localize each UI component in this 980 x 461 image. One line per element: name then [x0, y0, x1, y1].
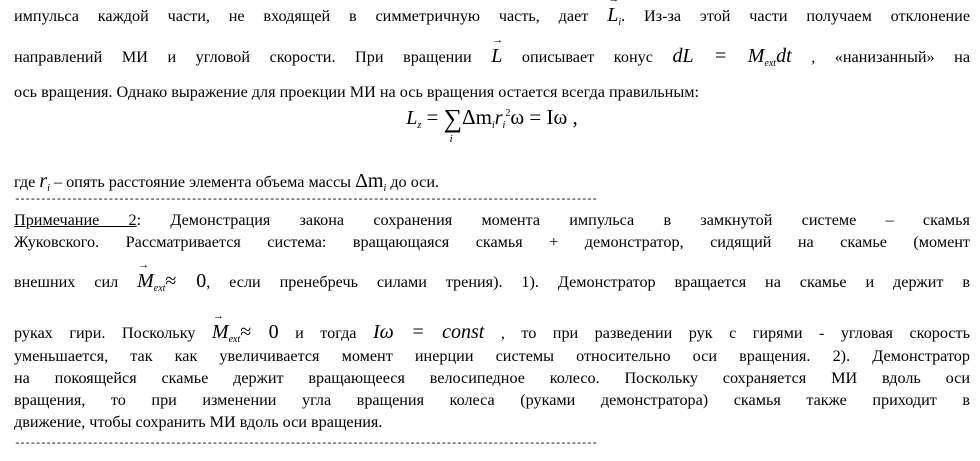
subscript: ext: [228, 334, 241, 345]
note-text: , то при разведении рук с гирями - угловая скорость: [500, 324, 971, 342]
momentum-formula: [14, 104, 970, 145]
formula-lhs: L: [406, 107, 418, 129]
approx-zero: ≈ 0: [240, 321, 279, 343]
subscript: i: [383, 183, 387, 194]
r-symbol: r: [494, 107, 503, 129]
subscript: ext: [764, 58, 777, 69]
subscript: i: [502, 120, 506, 131]
para1-text: импульса каждой части, не входящей в симметричную часть, дает: [14, 7, 589, 25]
note-line3: [14, 270, 970, 294]
vector-L-symbol: → L: [491, 45, 502, 68]
subscript: z: [417, 120, 422, 131]
para2-text: до оси.: [390, 173, 440, 191]
para1-text: направлений МИ и угловой скорости. При вращении: [14, 48, 472, 66]
note-text: и тогда: [295, 324, 357, 342]
approx-zero: ≈ 0: [165, 270, 207, 292]
vector-M-symbol: → M: [137, 270, 154, 293]
para1-text: . Из-за этой части получаем отклонение: [621, 7, 971, 25]
subscript: i: [618, 17, 622, 28]
cone-equation-dt: dt: [776, 45, 792, 67]
separator-line: ----------------------------------------------------------------------------------------------------------------: [14, 194, 597, 206]
omega-part: ω = Iω ,: [510, 105, 578, 129]
note-text: руках гири. Поскольку: [14, 324, 196, 342]
subscript: i: [491, 120, 495, 131]
note-text: внешних сил: [14, 273, 119, 291]
para2-text: где: [14, 173, 36, 191]
para1-text: описывает конус: [521, 48, 653, 66]
para2-line: [14, 170, 439, 194]
para1-line2: [14, 45, 970, 69]
vector-M-symbol: → M: [212, 321, 229, 344]
superscript: 2: [505, 108, 511, 119]
note-line2: Жуковского. Рассматривается система: вращающаяся скамья + демонстратор, сидящий на скамье (момент: [14, 233, 970, 251]
cone-equation: dL = M: [672, 45, 765, 67]
delta-m: Δm: [462, 105, 492, 129]
conservation-equation: Iω = const: [372, 321, 485, 343]
sum-sign: [443, 104, 463, 145]
subscript: i: [47, 183, 50, 194]
para1-line1: [14, 4, 970, 28]
equals-sign: =: [421, 105, 444, 129]
para2-text: – опять расстояние элемента объема массы: [53, 173, 352, 191]
para1-line3: ось вращения. Однако выражение для проекции МИ на ось вращения остается всегда правильным:: [14, 83, 699, 101]
note-line4: [14, 321, 970, 345]
separator-line-bottom: ----------------------------------------------------------------------------------------------------------------: [14, 438, 597, 450]
note-line6: на покоящейся скамье держит вращающееся велосипедное колесо. Поскольку сохраняется МИ вдоль оси: [14, 369, 970, 387]
r-symbol: r: [39, 170, 48, 192]
note-line7: вращения, то при изменении угла вращения колеса (руками демонстратора) скамья также приходит в: [14, 391, 970, 409]
note-label: Примечание 2: [14, 211, 137, 229]
note-line5: уменьшается, так как увеличивается момент инерции системы относительно оси вращения. 2). Демонстратор: [14, 347, 970, 365]
sum-index: i: [449, 133, 453, 145]
delta-m: Δm: [355, 170, 384, 192]
para1-text: , «нанизанный» на: [811, 48, 971, 66]
note-text: , если пренебречь силами трения). 1). Демонстратор вращается на скамье и держит в: [206, 273, 970, 291]
subscript: ext: [153, 283, 166, 294]
note-text: : Демонстрация закона сохранения момента импульса в замкнутой системе – скамья: [136, 211, 970, 229]
note-line8: движение, чтобы сохранить МИ вдоль оси вращения.: [14, 413, 383, 431]
vector-L-symbol: → L: [607, 4, 618, 27]
note-line1: [14, 211, 970, 230]
sum-symbol: ∑: [443, 104, 463, 133]
